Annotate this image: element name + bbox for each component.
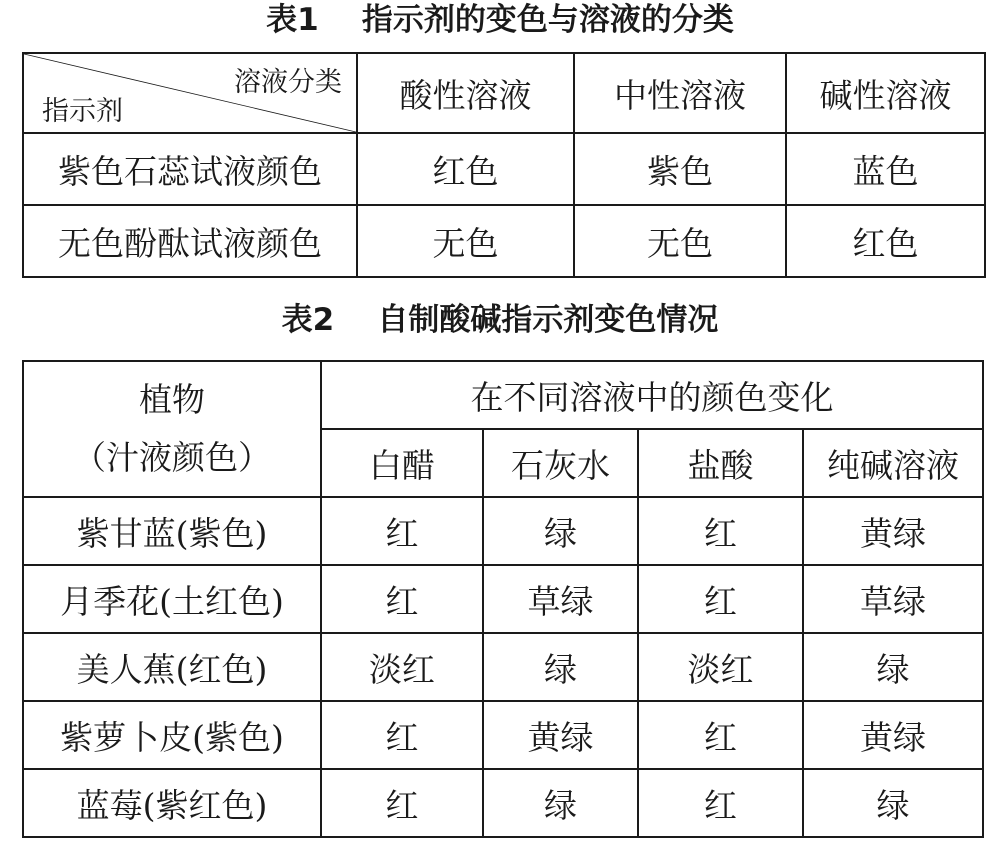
table-cell: 草绿: [803, 565, 983, 633]
table-cell: 红: [638, 565, 803, 633]
table-cell: 红: [638, 497, 803, 565]
column-header: 盐酸: [638, 429, 803, 497]
table-cell: 红: [321, 497, 483, 565]
table-row: [23, 701, 983, 769]
row-label: 美人蕉(红色): [23, 633, 321, 701]
table-header-row: [23, 53, 985, 133]
table-cell: 淡红: [321, 633, 483, 701]
table-cell: 紫色: [574, 133, 786, 205]
plant-header-line1: 植物: [139, 380, 205, 419]
table-cell: 红色: [357, 133, 574, 205]
table-row: [23, 497, 983, 565]
row-label: 紫甘蓝(紫色): [23, 497, 321, 565]
table-cell: 绿: [483, 769, 638, 837]
table-cell: 绿: [803, 769, 983, 837]
table-cell: 绿: [803, 633, 983, 701]
column-header: 中性溶液: [574, 53, 786, 133]
table-cell: 黄绿: [803, 497, 983, 565]
table1-caption: 表1 指示剂的变色与溶液的分类: [266, 2, 734, 38]
table-cell: 黄绿: [483, 701, 638, 769]
corner-header-cell: [23, 53, 357, 133]
row-label: 月季花(土红色): [23, 565, 321, 633]
row-label: 蓝莓(紫红色): [23, 769, 321, 837]
column-header: 石灰水: [483, 429, 638, 497]
table-cell: 红: [321, 565, 483, 633]
plant-header-line2: （汁液颜色）: [73, 438, 271, 477]
column-header: 白醋: [321, 429, 483, 497]
table-cell: 无色: [357, 205, 574, 277]
plant-header-cell: [23, 361, 321, 497]
table2-caption: 表2 自制酸碱指示剂变色情况: [281, 302, 719, 338]
homemade-indicator-table: [22, 360, 984, 838]
column-header: 碱性溶液: [786, 53, 985, 133]
corner-top-label: 溶液分类: [234, 67, 342, 98]
table-header-row: [23, 361, 983, 429]
table-cell: 淡红: [638, 633, 803, 701]
table-cell: 无色: [574, 205, 786, 277]
indicator-table: [22, 52, 986, 278]
table-cell: 黄绿: [803, 701, 983, 769]
table-cell: 红: [321, 769, 483, 837]
table-cell: 红: [638, 769, 803, 837]
row-label: 无色酚酞试液颜色: [23, 205, 357, 277]
table-cell: 红色: [786, 205, 985, 277]
table-cell: 红: [638, 701, 803, 769]
column-header: 酸性溶液: [357, 53, 574, 133]
row-label: 紫萝卜皮(紫色): [23, 701, 321, 769]
corner-bottom-label: 指示剂: [42, 96, 123, 127]
table-cell: 草绿: [483, 565, 638, 633]
row-label: 紫色石蕊试液颜色: [23, 133, 357, 205]
table-row: [23, 565, 983, 633]
table-cell: 蓝色: [786, 133, 985, 205]
column-header: 纯碱溶液: [803, 429, 983, 497]
table-row: [23, 769, 983, 837]
table-row: [23, 205, 985, 277]
table-row: [23, 633, 983, 701]
table-cell: 绿: [483, 633, 638, 701]
table-row: [23, 133, 985, 205]
table-cell: 红: [321, 701, 483, 769]
table-cell: 绿: [483, 497, 638, 565]
group-header: 在不同溶液中的颜色变化: [321, 361, 983, 429]
